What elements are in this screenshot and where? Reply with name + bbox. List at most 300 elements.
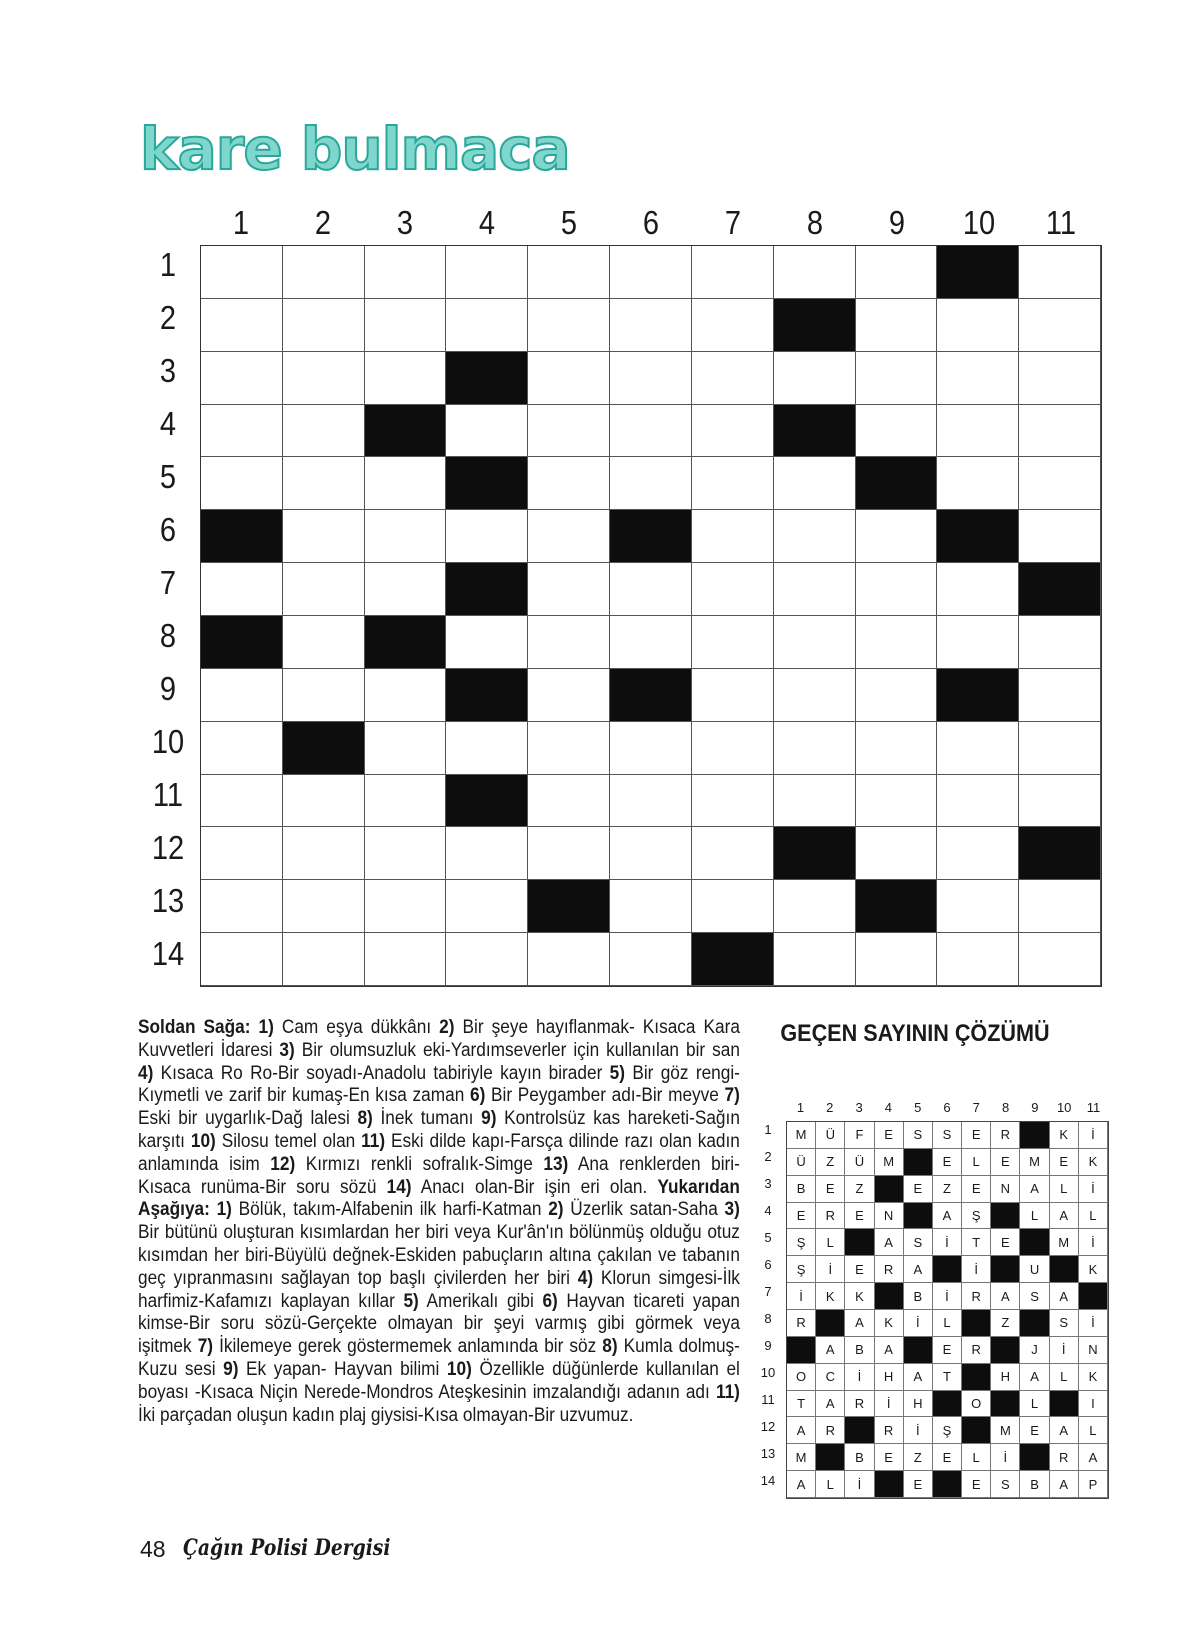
- empty-cell: [528, 775, 610, 828]
- solution-letter-cell: İ: [1079, 1122, 1108, 1149]
- empty-cell: [774, 563, 856, 616]
- empty-cell: [937, 775, 1019, 828]
- solution-letter-cell: İ: [875, 1391, 904, 1418]
- solution-letter-cell: A: [875, 1229, 904, 1256]
- solution-letter-cell: Ü: [787, 1149, 816, 1176]
- solution-letter-cell: A: [991, 1283, 1020, 1310]
- magazine-name: Çağın Polisi Dergisi: [183, 1535, 391, 1561]
- clue-text: Bir şeye hayıflanmak- Kısaca Kara Kuvvetleri İdaresi: [138, 1016, 740, 1061]
- empty-cell: [1019, 880, 1101, 933]
- solution-letter-cell: A: [1079, 1444, 1108, 1471]
- row-number: 11: [152, 776, 184, 813]
- solution-letter-cell: E: [816, 1176, 845, 1203]
- solution-letter-cell: N: [991, 1176, 1020, 1203]
- empty-cell: [201, 405, 283, 458]
- black-cell: [283, 722, 365, 775]
- clue-number: 1): [216, 1198, 232, 1221]
- solution-letter-cell: Ş: [933, 1417, 962, 1444]
- solution-letter-cell: Z: [933, 1176, 962, 1203]
- solution-letter-cell: İ: [904, 1310, 933, 1337]
- empty-cell: [856, 510, 938, 563]
- solution-letter-cell: A: [1050, 1417, 1079, 1444]
- empty-cell: [201, 775, 283, 828]
- solution-letter-cell: R: [816, 1203, 845, 1230]
- empty-cell: [610, 933, 692, 986]
- clue-number: 11): [361, 1129, 386, 1152]
- empty-cell: [937, 405, 1019, 458]
- row-number: 6: [159, 511, 177, 548]
- solution-letter-cell: L: [933, 1310, 962, 1337]
- solution-letter-cell: Z: [816, 1149, 845, 1176]
- solution-letter-cell: Z: [904, 1444, 933, 1471]
- black-cell: [1019, 827, 1101, 880]
- empty-cell: [856, 933, 938, 986]
- solution-letter-cell: A: [933, 1203, 962, 1230]
- solution-letter-cell: İ: [933, 1229, 962, 1256]
- solution-row-number: 8: [764, 1311, 772, 1326]
- clue-text: Bir Peygamber adı-Bir meyve: [491, 1084, 719, 1107]
- solution-black-cell: [962, 1417, 991, 1444]
- solution-column-number: 8: [1001, 1100, 1010, 1115]
- empty-cell: [856, 827, 938, 880]
- clue-number: 5): [403, 1289, 419, 1312]
- empty-cell: [692, 246, 774, 299]
- solution-letter-cell: B: [787, 1176, 816, 1203]
- solution-black-cell: [1020, 1229, 1049, 1256]
- clue-number: 2): [548, 1198, 564, 1221]
- solution-row-number: 7: [764, 1284, 772, 1299]
- solution-letter-cell: F: [845, 1122, 874, 1149]
- solution-letter-cell: H: [991, 1364, 1020, 1391]
- solution-black-cell: [904, 1149, 933, 1176]
- solution-letter-cell: K: [845, 1283, 874, 1310]
- black-cell: [692, 933, 774, 986]
- black-cell: [201, 510, 283, 563]
- black-cell: [774, 299, 856, 352]
- empty-cell: [774, 510, 856, 563]
- solution-letter-cell: E: [875, 1122, 904, 1149]
- solution-letter-cell: A: [787, 1417, 816, 1444]
- page-number: 48: [140, 1536, 166, 1562]
- empty-cell: [365, 510, 447, 563]
- empty-cell: [201, 299, 283, 352]
- solution-letter-cell: R: [845, 1391, 874, 1418]
- solution-letter-cell: L: [1079, 1417, 1108, 1444]
- empty-cell: [283, 457, 365, 510]
- solution-letter-cell: E: [787, 1203, 816, 1230]
- clue-number: 3): [724, 1198, 740, 1221]
- empty-cell: [937, 933, 1019, 986]
- solution-letter-cell: A: [1050, 1203, 1079, 1230]
- empty-cell: [446, 246, 528, 299]
- empty-cell: [1019, 616, 1101, 669]
- black-cell: [856, 880, 938, 933]
- solution-letter-cell: İ: [1079, 1310, 1108, 1337]
- empty-cell: [528, 457, 610, 510]
- solution-black-cell: [1020, 1310, 1049, 1337]
- solution-black-cell: [904, 1203, 933, 1230]
- clue-text: Bir bütünü oluşturan kısımlardan her biri veya Kur'ân'ın bölünmüş olduğu otuz kısımdan her biri-Büyülü değnek-Eskiden pabuçların altına çakılan ve tabanın geç yıpranmasını sağlayan top başlı çivilerden her biri: [138, 1221, 740, 1289]
- solution-black-cell: [1050, 1391, 1079, 1418]
- black-cell: [856, 457, 938, 510]
- solution-title: GEÇEN SAYININ ÇÖZÜMÜ: [780, 1020, 1050, 1047]
- black-cell: [610, 510, 692, 563]
- solution-black-cell: [933, 1391, 962, 1418]
- solution-letter-cell: S: [933, 1122, 962, 1149]
- empty-cell: [283, 616, 365, 669]
- solution-column-number: 11: [1086, 1100, 1101, 1115]
- empty-cell: [365, 563, 447, 616]
- solution-letter-cell: O: [962, 1391, 991, 1418]
- empty-cell: [446, 510, 528, 563]
- empty-cell: [937, 827, 1019, 880]
- empty-cell: [1019, 933, 1101, 986]
- solution-row-number: 3: [764, 1176, 772, 1191]
- solution-letter-cell: K: [1079, 1256, 1108, 1283]
- solution-letter-cell: İ: [933, 1283, 962, 1310]
- empty-cell: [856, 775, 938, 828]
- solution-letter-cell: Z: [991, 1310, 1020, 1337]
- empty-cell: [937, 880, 1019, 933]
- clue-text: Eski dilde kapı-Farsça dilinde razı olan kadın anlamında isim: [138, 1129, 740, 1175]
- black-cell: [446, 563, 528, 616]
- solution-letter-cell: S: [1050, 1310, 1079, 1337]
- empty-cell: [283, 775, 365, 828]
- solution-black-cell: [904, 1337, 933, 1364]
- empty-cell: [1019, 669, 1101, 722]
- solution-letter-cell: L: [962, 1444, 991, 1471]
- solution-row-number: 6: [764, 1257, 772, 1272]
- empty-cell: [856, 616, 938, 669]
- empty-cell: [283, 352, 365, 405]
- empty-cell: [774, 616, 856, 669]
- row-number: 7: [159, 564, 177, 601]
- solution-black-cell: [816, 1444, 845, 1471]
- clue-text: Ana renklerden biri- Kısaca runüma-Bir soru sözü: [138, 1152, 740, 1198]
- clue-number: 8): [357, 1107, 373, 1130]
- empty-cell: [528, 669, 610, 722]
- empty-cell: [856, 722, 938, 775]
- empty-cell: [1019, 352, 1101, 405]
- black-cell: [937, 669, 1019, 722]
- solution-letter-cell: R: [787, 1310, 816, 1337]
- clue-text: Bir göz rengi-Kıymetli ve zarif bir kumaş-En kısa zaman: [138, 1061, 740, 1107]
- empty-cell: [856, 563, 938, 616]
- empty-cell: [201, 352, 283, 405]
- empty-cell: [365, 722, 447, 775]
- black-cell: [774, 827, 856, 880]
- solution-black-cell: [816, 1310, 845, 1337]
- row-number: 13: [151, 882, 185, 919]
- empty-cell: [692, 457, 774, 510]
- solution-column-number: 5: [914, 1100, 922, 1115]
- empty-cell: [283, 299, 365, 352]
- solution-letter-cell: A: [816, 1391, 845, 1418]
- empty-cell: [774, 669, 856, 722]
- solution-letter-cell: E: [933, 1337, 962, 1364]
- solution-letter-cell: İ: [1079, 1176, 1108, 1203]
- solution-letter-cell: N: [875, 1203, 904, 1230]
- clue-number: 4): [577, 1266, 594, 1289]
- empty-cell: [528, 299, 610, 352]
- column-number: 6: [642, 204, 660, 241]
- row-number: 12: [151, 829, 185, 866]
- empty-cell: [446, 933, 528, 986]
- clue-number: 14): [386, 1175, 412, 1198]
- solution-row-number: 14: [760, 1473, 776, 1488]
- empty-cell: [692, 827, 774, 880]
- empty-cell: [201, 933, 283, 986]
- solution-letter-cell: E: [962, 1176, 991, 1203]
- solution-letter-cell: İ: [816, 1256, 845, 1283]
- solution-column-number: 10: [1056, 1100, 1072, 1115]
- solution-letter-cell: T: [962, 1229, 991, 1256]
- solution-letter-cell: R: [962, 1337, 991, 1364]
- solution-letter-cell: A: [1020, 1364, 1049, 1391]
- solution-letter-cell: M: [1020, 1149, 1049, 1176]
- solution-letter-cell: A: [1050, 1471, 1079, 1498]
- black-cell: [201, 616, 283, 669]
- clue-number: 5): [609, 1061, 625, 1084]
- empty-cell: [1019, 510, 1101, 563]
- empty-cell: [774, 352, 856, 405]
- solution-letter-cell: R: [962, 1283, 991, 1310]
- clue-number: 12): [270, 1152, 296, 1175]
- empty-cell: [692, 405, 774, 458]
- solution-letter-cell: H: [875, 1364, 904, 1391]
- row-number: 10: [151, 723, 185, 760]
- empty-cell: [1019, 299, 1101, 352]
- empty-cell: [856, 246, 938, 299]
- clue-number: 1): [258, 1016, 274, 1038]
- empty-cell: [692, 880, 774, 933]
- solution-letter-cell: K: [875, 1310, 904, 1337]
- black-cell: [937, 510, 1019, 563]
- solution-letter-cell: E: [962, 1471, 991, 1498]
- solution-letter-cell: R: [991, 1122, 1020, 1149]
- empty-cell: [365, 827, 447, 880]
- solution-black-cell: [875, 1176, 904, 1203]
- column-number: 1: [232, 204, 250, 241]
- solution-letter-cell: Ü: [816, 1122, 845, 1149]
- solution-black-cell: [845, 1229, 874, 1256]
- solution-letter-cell: İ: [991, 1444, 1020, 1471]
- row-number: 4: [159, 405, 177, 442]
- empty-cell: [1019, 246, 1101, 299]
- solution-letter-cell: E: [933, 1149, 962, 1176]
- empty-cell: [446, 880, 528, 933]
- solution-letter-cell: N: [1079, 1337, 1108, 1364]
- empty-cell: [283, 246, 365, 299]
- clue-text: Eski bir uygarlık-Dağ lalesi: [138, 1107, 350, 1130]
- column-number: 7: [724, 204, 742, 241]
- solution-letter-cell: B: [845, 1444, 874, 1471]
- solution-black-cell: [1079, 1283, 1108, 1310]
- empty-cell: [283, 880, 365, 933]
- solution-letter-cell: S: [1020, 1283, 1049, 1310]
- empty-cell: [528, 563, 610, 616]
- row-number: 14: [151, 935, 185, 972]
- solution-letter-cell: İ: [845, 1471, 874, 1498]
- solution-letter-cell: L: [1020, 1203, 1049, 1230]
- empty-cell: [365, 933, 447, 986]
- column-number: 9: [888, 204, 906, 241]
- empty-cell: [283, 669, 365, 722]
- solution-letter-cell: I: [1079, 1391, 1108, 1418]
- clue-text: Klorun simgesi-İlk harfimiz-Kafamızı kaplayan kıllar: [138, 1266, 740, 1312]
- empty-cell: [201, 827, 283, 880]
- empty-cell: [774, 246, 856, 299]
- solution-letter-cell: İ: [962, 1256, 991, 1283]
- solution-black-cell: [875, 1471, 904, 1498]
- empty-cell: [1019, 405, 1101, 458]
- solution-letter-cell: E: [962, 1122, 991, 1149]
- clue-number: 4): [138, 1061, 154, 1084]
- clue-text: Ek yapan- Hayvan bilimi: [246, 1357, 440, 1380]
- empty-cell: [692, 299, 774, 352]
- clue-number: 10): [190, 1129, 216, 1152]
- clue-number: 10): [446, 1357, 472, 1380]
- solution-letter-cell: Ş: [962, 1203, 991, 1230]
- solution-letter-cell: A: [875, 1337, 904, 1364]
- empty-cell: [692, 775, 774, 828]
- solution-letter-cell: M: [787, 1444, 816, 1471]
- solution-letter-cell: E: [904, 1471, 933, 1498]
- clue-text: Hayvan ticareti yapan kimse-Bir soru sözü-Gerçekte olmayan bir şeyi varmış gibi görmek veya işitmek: [138, 1289, 740, 1358]
- solution-letter-cell: S: [991, 1471, 1020, 1498]
- solution-black-cell: [787, 1337, 816, 1364]
- empty-cell: [610, 563, 692, 616]
- solution-letter-cell: S: [904, 1229, 933, 1256]
- solution-letter-cell: L: [1050, 1364, 1079, 1391]
- solution-letter-cell: P: [1079, 1471, 1108, 1498]
- solution-letter-cell: A: [845, 1310, 874, 1337]
- clue-section-label: Yukarıdan Aşağıya:: [138, 1175, 740, 1221]
- black-cell: [365, 616, 447, 669]
- solution-letter-cell: E: [991, 1229, 1020, 1256]
- solution-letter-cell: H: [904, 1391, 933, 1418]
- empty-cell: [283, 405, 365, 458]
- clue-number: 13): [543, 1152, 569, 1175]
- solution-black-cell: [991, 1391, 1020, 1418]
- empty-cell: [856, 669, 938, 722]
- solution-letter-cell: Z: [845, 1176, 874, 1203]
- row-number: 2: [159, 299, 177, 336]
- solution-letter-cell: İ: [787, 1283, 816, 1310]
- empty-cell: [610, 457, 692, 510]
- solution-letter-cell: R: [816, 1417, 845, 1444]
- solution-row-number: 10: [760, 1365, 776, 1380]
- solution-letter-cell: E: [1020, 1417, 1049, 1444]
- black-cell: [446, 457, 528, 510]
- clue-text: İki parçadan oluşun kadın plaj giysisi-Kısa olmayan-Bir uzvumuz.: [138, 1403, 634, 1426]
- empty-cell: [528, 933, 610, 986]
- black-cell: [446, 775, 528, 828]
- empty-cell: [365, 775, 447, 828]
- empty-cell: [365, 352, 447, 405]
- clue-number: 9): [223, 1357, 239, 1380]
- empty-cell: [528, 722, 610, 775]
- column-number: 5: [560, 204, 578, 241]
- clue-number: 7): [197, 1335, 214, 1358]
- solution-column-number: 4: [884, 1100, 892, 1115]
- empty-cell: [446, 299, 528, 352]
- empty-cell: [528, 246, 610, 299]
- solution-column-number: 3: [855, 1100, 863, 1115]
- solution-row-number: 12: [760, 1419, 776, 1434]
- solution-column-number: 1: [796, 1100, 805, 1115]
- empty-cell: [1019, 722, 1101, 775]
- empty-cell: [365, 457, 447, 510]
- solution-letter-cell: K: [816, 1283, 845, 1310]
- clue-number: 8): [602, 1335, 618, 1358]
- solution-letter-cell: B: [904, 1283, 933, 1310]
- column-number: 10: [962, 204, 996, 241]
- solution-letter-cell: E: [1050, 1149, 1079, 1176]
- empty-cell: [937, 722, 1019, 775]
- black-cell: [528, 880, 610, 933]
- empty-cell: [937, 616, 1019, 669]
- solution-letter-cell: M: [875, 1149, 904, 1176]
- empty-cell: [610, 722, 692, 775]
- empty-cell: [692, 616, 774, 669]
- clue-number: 7): [724, 1084, 740, 1107]
- solution-letter-cell: L: [1079, 1203, 1108, 1230]
- solution-letter-cell: M: [991, 1417, 1020, 1444]
- empty-cell: [610, 775, 692, 828]
- solution-letter-cell: C: [816, 1364, 845, 1391]
- solution-letter-cell: B: [1020, 1471, 1049, 1498]
- clue-text: Bölük, takım-Alfabenin ilk harfi-Katman: [238, 1198, 542, 1221]
- empty-cell: [692, 722, 774, 775]
- clue-text: Silosu temel olan: [221, 1129, 356, 1152]
- solution-row-number: 9: [764, 1338, 772, 1353]
- solution-letter-cell: A: [1020, 1176, 1049, 1203]
- solution-black-cell: [991, 1337, 1020, 1364]
- clue-text: Kısaca Ro Ro-Bir soyadı-Anadolu tabiriyle kayın birader: [160, 1061, 603, 1084]
- empty-cell: [610, 246, 692, 299]
- solution-row-number: 5: [764, 1230, 772, 1245]
- solution-column-number: 6: [943, 1100, 951, 1115]
- solution-black-cell: [845, 1417, 874, 1444]
- solution-black-cell: [1020, 1122, 1049, 1149]
- solution-letter-cell: L: [1050, 1176, 1079, 1203]
- clue-number: 6): [542, 1289, 558, 1312]
- empty-cell: [201, 880, 283, 933]
- solution-letter-cell: M: [1050, 1229, 1079, 1256]
- empty-cell: [937, 352, 1019, 405]
- solution-letter-cell: İ: [1050, 1337, 1079, 1364]
- empty-cell: [283, 827, 365, 880]
- solution-black-cell: [991, 1203, 1020, 1230]
- solution-letter-cell: L: [816, 1229, 845, 1256]
- row-number: 8: [159, 617, 177, 654]
- empty-cell: [528, 352, 610, 405]
- solution-black-cell: [962, 1310, 991, 1337]
- solution-column-number: 9: [1031, 1100, 1039, 1115]
- solution-letter-cell: B: [845, 1337, 874, 1364]
- empty-cell: [283, 510, 365, 563]
- clue-text: Bir olumsuzluk eki-Yardımseverler için kullanılan bir san: [301, 1038, 740, 1061]
- solution-black-cell: [991, 1256, 1020, 1283]
- empty-cell: [610, 616, 692, 669]
- solution-letter-cell: K: [1079, 1364, 1108, 1391]
- empty-cell: [856, 405, 938, 458]
- clue-text: Anacı olan-Bir işin eri olan.: [420, 1175, 648, 1198]
- empty-cell: [610, 827, 692, 880]
- clue-text: Amerikalı gibi: [426, 1289, 534, 1312]
- solution-letter-cell: T: [933, 1364, 962, 1391]
